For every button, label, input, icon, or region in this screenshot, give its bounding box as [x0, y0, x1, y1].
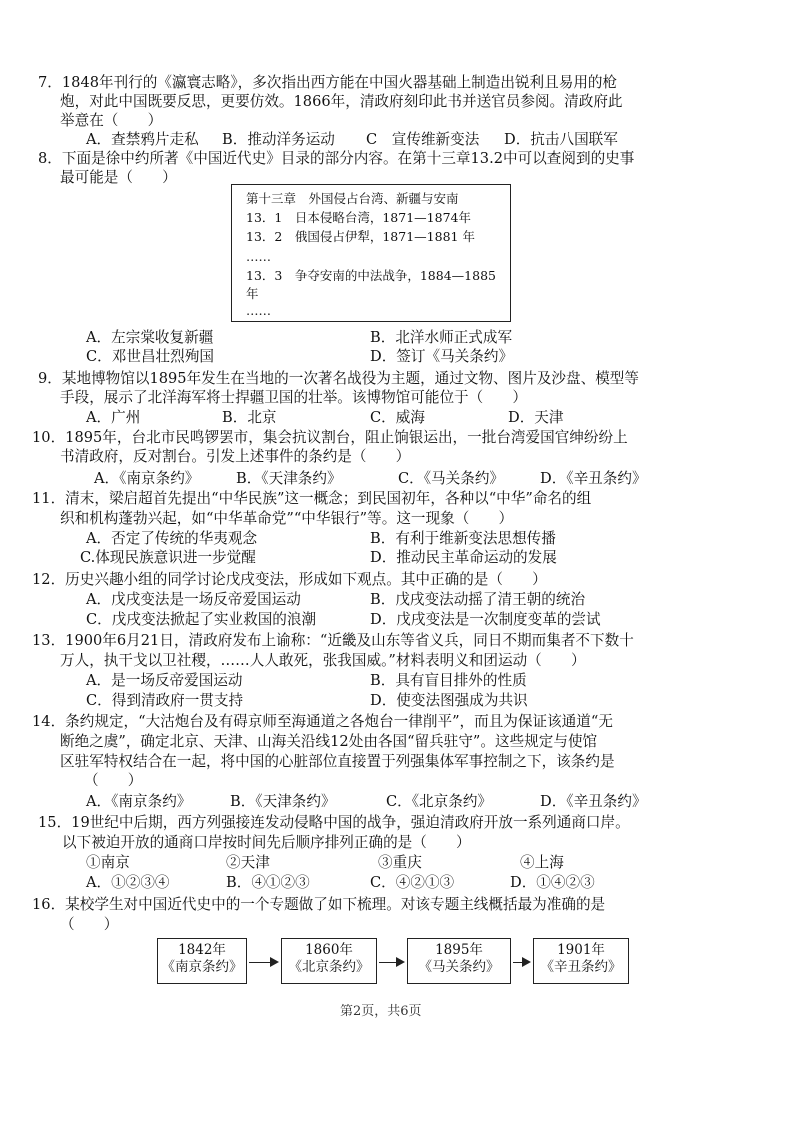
q14-option-c: C．《北京条约》 — [386, 793, 493, 810]
timeline-year: 1895年 — [435, 942, 483, 958]
q10-option-d: D．《辛丑条约》 — [540, 470, 647, 487]
q9-option-a: A．广州 — [86, 409, 141, 426]
q15-line-1: 15．19世纪中后期，西方列强接连发动侵略中国的战争，强迫清政府开放一系列通商口岸。 — [38, 814, 630, 831]
toc-row: 13．1 日本侵略台湾，1871—1874年 — [246, 210, 471, 225]
q15-option-d: D．①④②③ — [510, 874, 595, 891]
q8-option-a: A．左宗棠收复新疆 — [86, 329, 214, 346]
q11-option-a: A．否定了传统的华夷观念 — [86, 530, 258, 547]
q14-option-b: B．《天津条约》 — [230, 793, 336, 810]
q10-option-c: C．《马关条约》 — [398, 470, 505, 487]
q8-option-d: D．签订《马关条约》 — [370, 348, 514, 365]
q15-item-1: ①南京 — [86, 854, 130, 871]
q8-table-of-contents — [231, 184, 511, 322]
q12-line-1: 12．历史兴趣小组的同学讨论戊戌变法，形成如下观点。其中正确的是（ ） — [32, 571, 547, 588]
q12-option-a: A．戊戌变法是一场反帝爱国运动 — [86, 591, 301, 608]
q14-line-1: 14．条约规定，“大沽炮台及有碍京师至海通道之各炮台一律削平”，而且为保证该通道“无 — [32, 713, 613, 730]
toc-chapter-title: 第十三章 外国侵占台湾、新疆与安南 — [246, 191, 459, 206]
q11-option-c: C.体现民族意识进一步觉醒 — [80, 549, 256, 566]
timeline-box-1895 — [407, 938, 511, 984]
q12-option-c: C．戊戌变法掀起了实业救国的浪潮 — [86, 611, 317, 628]
q15-item-2: ②天津 — [226, 854, 270, 871]
toc-ellipsis: …… — [246, 303, 271, 318]
q7-option-c: C 宣传维新变法 — [366, 131, 480, 148]
q10-line-2: 书清政府，反对割台。引发上述事件的条约是（ ） — [60, 448, 411, 465]
arrow-right-icon — [379, 962, 403, 963]
q10-line-1: 10．1895年，台北市民鸣锣罢市，集会抗议割台，阻止饷银运出，一批台湾爱国官绅纷纷上 — [32, 429, 628, 446]
q13-option-a: A．是一场反帝爱国运动 — [86, 672, 243, 689]
toc-row: 13．2 俄国侵占伊犁，1871—1881 年 — [246, 229, 475, 244]
q15-item-4: ④上海 — [520, 854, 564, 871]
q7-option-b: B．推动洋务运动 — [222, 131, 335, 148]
page-footer: 第2页，共6页 — [340, 1004, 422, 1019]
q11-line-2: 织和机构蓬勃兴起，如“中华革命党”“中华银行”等。这一现象（ ） — [60, 510, 514, 527]
q8-line-2: 最可能是（ ） — [60, 169, 177, 186]
q8-option-c: C．邓世昌壮烈殉国 — [86, 348, 214, 365]
q13-line-2: 万人，执干戈以卫社稷，……人人敢死，张我国威。”材料表明义和团运动（ ） — [60, 652, 586, 669]
q16-line-1: 16．某校学生对中国近代史中的一个专题做了如下梳理。对该专题主线概括最为准确的是 — [32, 896, 606, 913]
q13-option-d: D．使变法图强成为共识 — [370, 692, 528, 709]
q15-option-c: C．④②①③ — [370, 874, 455, 891]
q9-line-1: 9．某地博物馆以1895年发生在当地的一次著名战役为主题，通过文物、图片及沙盘、模型等 — [38, 370, 639, 387]
timeline-year: 1901年 — [557, 942, 605, 958]
q7-option-a: A．查禁鸦片走私 — [86, 131, 199, 148]
q7-line-3: 举意在（ ） — [60, 112, 163, 129]
timeline-box-1842 — [157, 938, 247, 984]
timeline-treaty: 《辛丑条约》 — [540, 959, 622, 975]
q15-line-2: 以下被迫开放的通商口岸按时间先后顺序排列正确的是（ ） — [62, 834, 471, 851]
q11-option-d: D．推动民主革命运动的发展 — [370, 549, 557, 566]
q7-line-2: 炮，对此中国既要反思，更要仿效。1866年，清政府刻印此书并送官员参阅。清政府此 — [60, 93, 623, 110]
q11-line-1: 11．清末，梁启超首先提出“中华民族”这一概念；到民国初年，各种以“中华”命名的组 — [32, 490, 592, 507]
q13-option-c: C．得到清政府一贯支持 — [86, 692, 244, 709]
q7-option-d: D．抗击八国联军 — [504, 131, 618, 148]
q13-option-b: B．具有盲目排外的性质 — [370, 672, 527, 689]
q14-line-3: 区驻军特权结合在一起，将中国的心脏部位直接置于列强集体军事控制之下，该条约是 — [60, 753, 615, 770]
timeline-treaty: 《马关条约》 — [418, 959, 500, 975]
toc-ellipsis: …… — [246, 249, 271, 264]
timeline-box-1901 — [533, 938, 629, 984]
q14-line-2: 断绝之虞”，确定北京、天津、山海关沿线12处由各国“留兵驻守”。这些规定与使馆 — [60, 733, 598, 750]
timeline-box-1860 — [281, 938, 377, 984]
q8-option-b: B．北洋水师正式成军 — [370, 329, 513, 346]
q13-line-1: 13．1900年6月21日，清政府发布上谕称：“近畿及山东等省义兵，同日不期而集者不下数十 — [32, 632, 634, 649]
q7-line-1: 7．1848年刊行的《瀛寰志略》，多次指出西方能在中国火器基础上制造出锐利且易用的枪 — [38, 74, 618, 91]
q15-option-b: B．④①②③ — [226, 874, 310, 891]
q10-option-a: A．《南京条约》 — [94, 470, 200, 487]
timeline-treaty: 《南京条约》 — [161, 959, 243, 975]
q16-line-2: （ ） — [60, 916, 119, 933]
q14-line-4: （ ） — [84, 772, 143, 789]
q12-option-d: D．戊戌变法是一次制度变革的尝试 — [370, 611, 601, 628]
q15-option-a: A．①②③④ — [86, 874, 170, 891]
q10-option-b: B．《天津条约》 — [236, 470, 342, 487]
toc-row-cont: 年 — [246, 286, 259, 301]
q12-option-b: B．戊戌变法动摇了清王朝的统治 — [370, 591, 586, 608]
q9-option-b: B．北京 — [222, 409, 277, 426]
q11-option-b: B．有利于维新变法思想传播 — [370, 530, 556, 547]
q14-option-a: A．《南京条约》 — [86, 793, 192, 810]
arrow-right-icon — [513, 962, 529, 963]
arrow-right-icon — [249, 962, 277, 963]
q14-option-d: D．《辛丑条约》 — [540, 793, 647, 810]
q9-line-2: 手段，展示了北洋海军将士捍疆卫国的壮举。该博物馆可能位于（ ） — [60, 389, 528, 406]
q9-option-d: D．天津 — [508, 409, 564, 426]
q9-option-c: C．威海 — [370, 409, 425, 426]
timeline-year: 1842年 — [178, 942, 226, 958]
toc-row: 13．3 争夺安南的中法战争，1884—1885 — [246, 268, 496, 283]
timeline-treaty: 《北京条约》 — [288, 959, 370, 975]
timeline-year: 1860年 — [305, 942, 353, 958]
q15-item-3: ③重庆 — [378, 854, 422, 871]
q8-line-1: 8．下面是徐中约所著《中国近代史》目录的部分内容。在第十三章13.2中可以查阅到的史事 — [38, 150, 635, 167]
